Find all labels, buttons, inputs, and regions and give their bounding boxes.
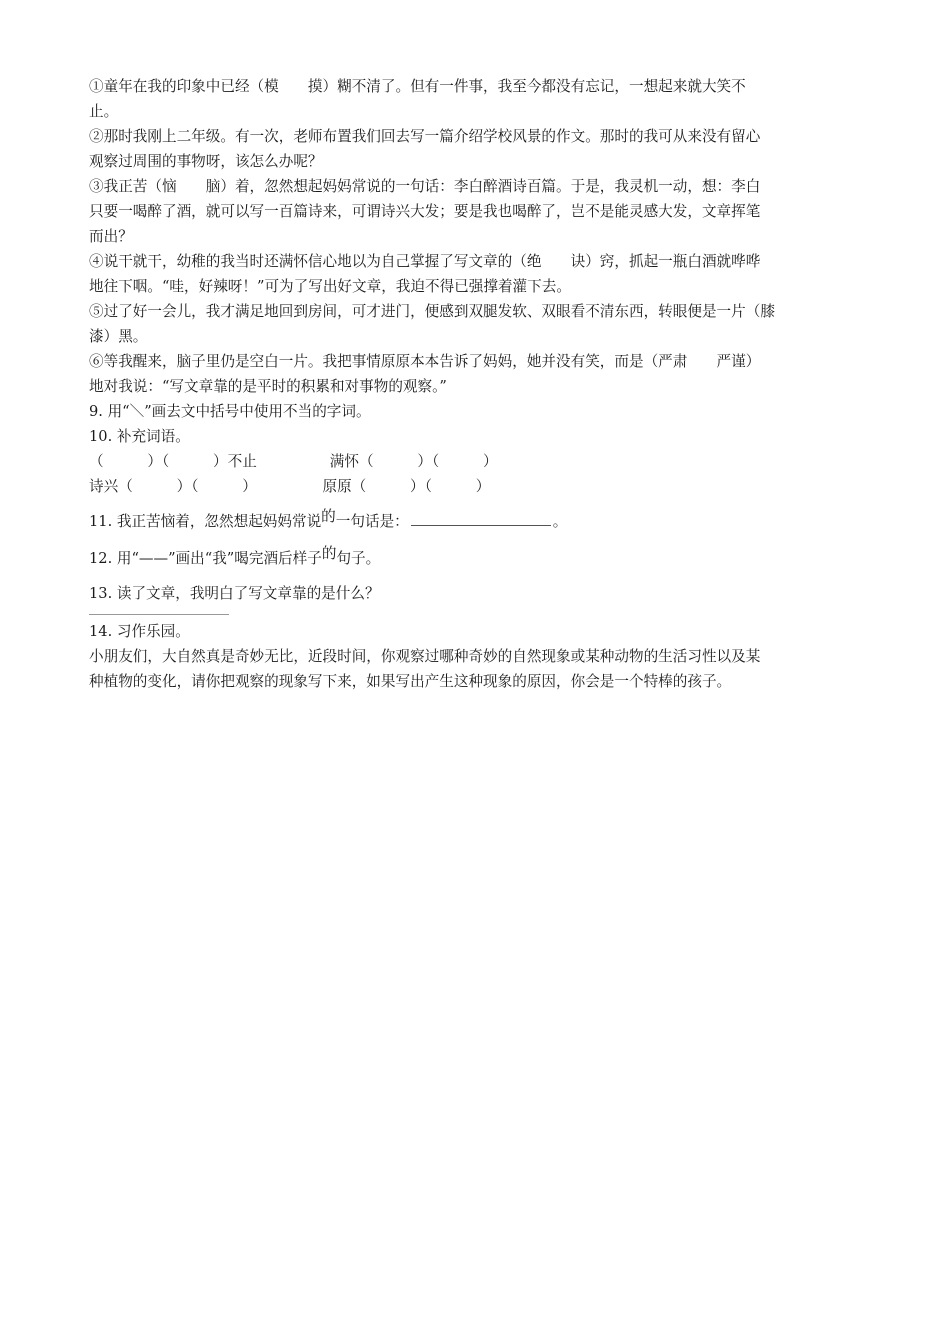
question-10-title: 10. 补充词语。 [89,428,190,445]
question-13-answer-line[interactable] [89,606,229,615]
question-11-end: 。 [552,513,568,530]
question-12-text-b: 句子。 [336,550,381,567]
passage-paragraph-6: ⑥等我醒来，脑子里仍是空白一片。我把事情原原本本告诉了妈妈，她并没有笑，而是（严肃 严谨） 地对我说：“写文章靠的是平时的积累和对事物的观察。” [89,353,761,395]
question-12-de: 的 [321,545,337,562]
question-11-text-a: 11. 我正苦恼着，忽然想起妈妈常说 [89,513,322,530]
question-12-text-a: 12. 用“——”画出“我”喝完酒后样子 [89,550,322,567]
passage-paragraph-2: ②那时我刚上二年级。有一次，老师布置我们回去写一篇介绍学校风景的作文。那时的我可从来没有留心 观察过周围的事物呀，该怎么办呢？ [89,128,761,170]
question-11-answer-blank[interactable] [411,511,551,526]
passage-paragraph-3: ③我正苦（恼 脑）着，忽然想起妈妈常说的一句话：李白醉酒诗百篇。于是，我灵机一动，想：李白 只要一喝醉了酒，就可以写一百篇诗来，可谓诗兴大发；要是我也喝醉了，岂不是能灵感大发，文章挥笔 而出？ [89,178,761,245]
question-11-de: 的 [321,508,336,525]
question-13: 13. 读了文章，我明白了写文章靠的是什么？ [89,585,380,602]
passage-paragraph-1: ①童年在我的印象中已经（模 摸）糊不清了。但有一件事，我至今都没有忘记，一想起来就大笑不 止。 [89,78,746,120]
question-12 [89,546,861,571]
passage-paragraph-5: ⑤过了好一会儿，我才满足地回到房间，可才进门，便感到双腿发软、双眼看不清东西，转眼便是一片（膝 漆）黑。 [89,303,775,345]
reading-passage [89,74,861,399]
question-10 [89,424,861,499]
question-11-text-b: 一句话是： [335,513,409,530]
question-10-row-2: 诗兴（ ）（ ） 原原（ ）（ ） [89,478,491,495]
question-14-prompt: 小朋友们，大自然真是奇妙无比，近段时间，你观察过哪种奇妙的自然现象或某种动物的生活习性以及某 种植物的变化，请你把观察的现象写下来，如果写出产生这种现象的原因，你会是一个特棒的孩子。 [89,648,761,690]
question-14: 14. 习作乐园。 [89,623,190,640]
question-10-row-1: （ ）（ ）不止 满怀（ ）（ ） [89,453,498,470]
question-9: 9. 用“＼”画去文中括号中使用不当的字词。 [89,403,371,420]
passage-paragraph-4: ④说干就干，幼稚的我当时还满怀信心地以为自己掌握了写文章的（绝 诀）窍，抓起一瓶白酒就哗哗 地往下咽。“哇，好辣呀！”可为了写出好文章，我迫不得已强撑着灌下去。 [89,253,761,295]
worksheet-page [89,74,861,694]
question-11 [89,509,861,534]
